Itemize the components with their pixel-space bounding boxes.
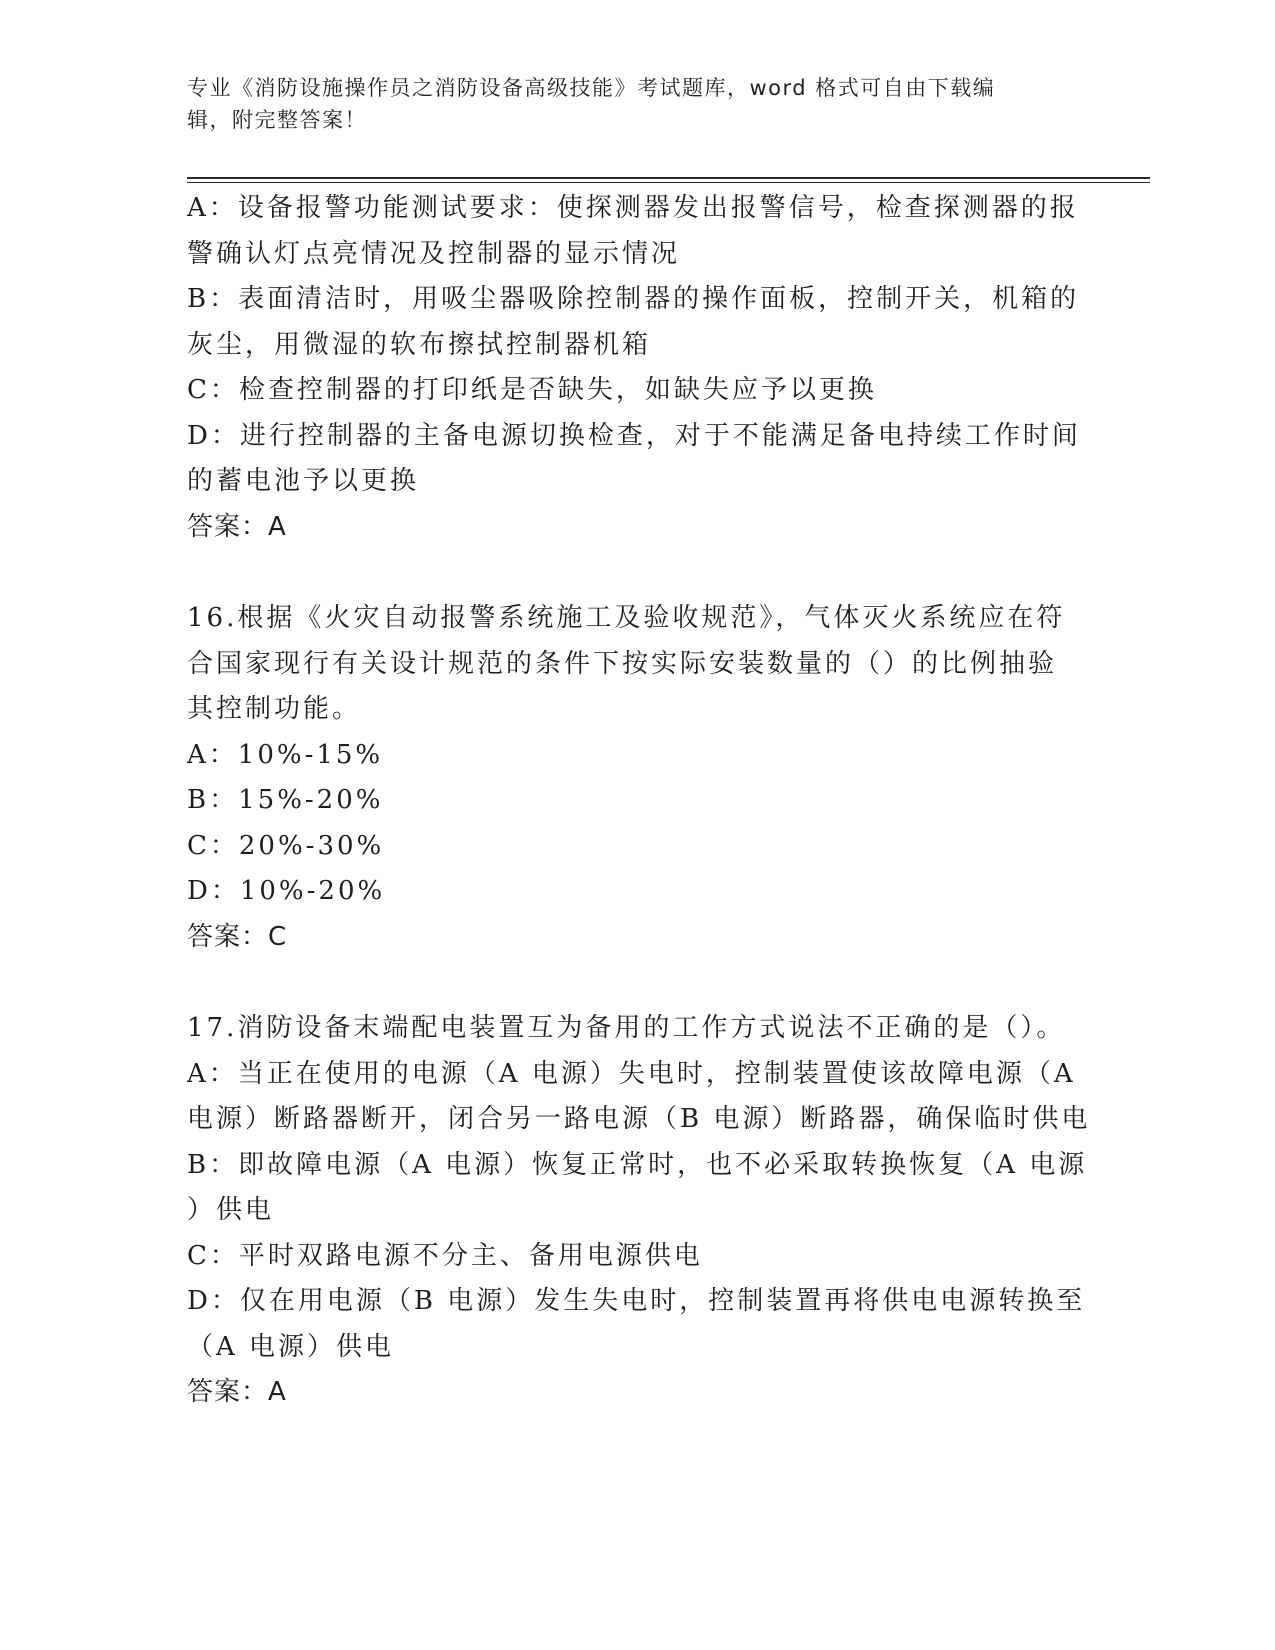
spacer bbox=[187, 960, 1087, 1006]
option-line: （A 电源）供电 bbox=[187, 1331, 395, 1362]
option-line: 的蓄电池予以更换 bbox=[187, 466, 420, 496]
question-stem-line: 其控制功能。 bbox=[187, 694, 362, 724]
question-stem-line: 合国家现行有关设计规范的条件下按实际安装数量的（）的比例抽验 bbox=[187, 648, 1058, 679]
answer-label: 答案：A bbox=[187, 1377, 287, 1407]
option-line: ）供电 bbox=[187, 1195, 275, 1225]
option-line: 电源）断路器断开，闭合另一路电源（B 电源）断路器，确保临时供电 bbox=[187, 1104, 1091, 1134]
header-line: 辑，附完整答案！ bbox=[187, 108, 367, 132]
option-line: A：当正在使用的电源（A 电源）失电时，控制装置使该故障电源（A bbox=[187, 1058, 1076, 1089]
answer-label: 答案：C bbox=[187, 921, 288, 952]
option-line: 警确认灯点亮情况及控制器的显示情况 bbox=[187, 238, 681, 269]
option-line: D：进行控制器的主备电源切换检查，对于不能满足备电持续工作时间 bbox=[187, 420, 1081, 451]
header-line: 专业《消防设施操作员之消防设备高级技能》考试题库，word 格式可自由下载编 bbox=[187, 76, 996, 100]
question-15-block bbox=[187, 186, 1087, 550]
question-stem-line: 16.根据《火灾自动报警系统施工及验收规范》，气体灭火系统应在符 bbox=[187, 603, 1066, 633]
option-line: B：15%-20% bbox=[187, 785, 384, 815]
option-line: C：20%-30% bbox=[187, 830, 385, 861]
question-16-block bbox=[187, 596, 1087, 960]
option-line: C：平时双路电源不分主、备用电源供电 bbox=[187, 1240, 703, 1271]
option-line: A：10%-15% bbox=[187, 739, 384, 770]
option-line: A：设备报警功能测试要求：使探测器发出报警信号，检查探测器的报 bbox=[187, 193, 1079, 223]
option-line: D：10%-20% bbox=[187, 876, 386, 906]
option-line: 灰尘，用微湿的软布擦拭控制器机箱 bbox=[187, 329, 652, 360]
option-line: B：表面清洁时，用吸尘器吸除控制器的操作面板，控制开关，机箱的 bbox=[187, 284, 1080, 314]
option-line: B：即故障电源（A 电源）恢复正常时，也不必采取转换恢复（A 电源 bbox=[187, 1149, 1088, 1180]
option-line: C：检查控制器的打印纸是否缺失，如缺失应予以更换 bbox=[187, 375, 877, 405]
header-divider bbox=[187, 177, 1150, 183]
question-17-block bbox=[187, 1006, 1091, 1416]
question-content bbox=[187, 186, 1091, 1416]
question-stem-line: 17.消防设备末端配电装置互为备用的工作方式说法不正确的是（）。 bbox=[187, 1013, 1066, 1043]
option-line: D：仅在用电源（B 电源）发生失电时，控制装置再将供电电源转换至 bbox=[187, 1286, 1086, 1316]
document-header-note bbox=[187, 72, 1087, 136]
spacer bbox=[187, 550, 1087, 596]
answer-label: 答案：A bbox=[187, 511, 287, 542]
